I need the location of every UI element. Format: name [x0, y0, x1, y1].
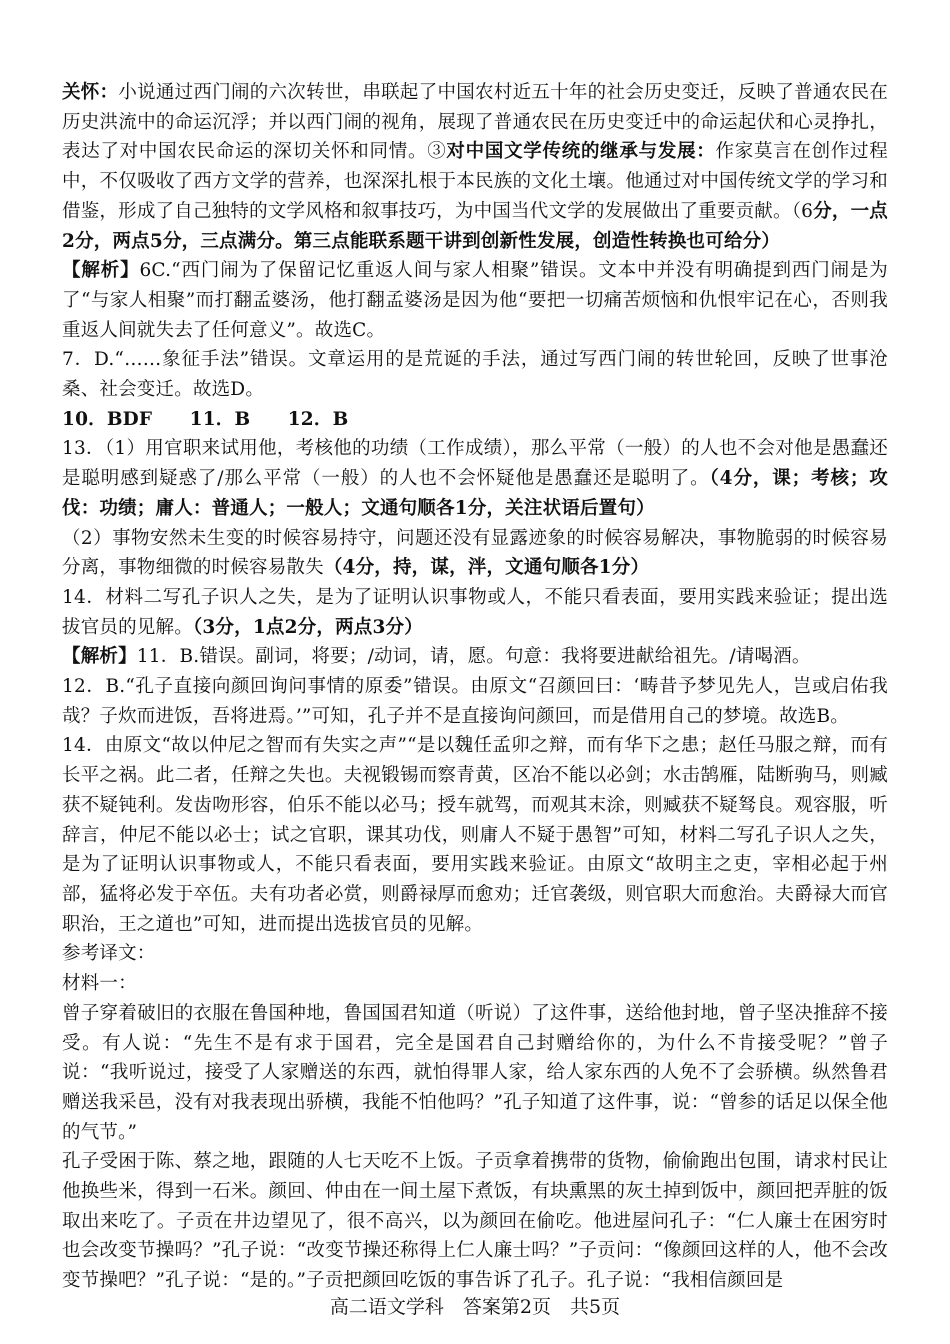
answer-content [62, 78, 888, 1296]
paragraph [62, 434, 888, 523]
paragraph [62, 642, 888, 672]
paragraph [62, 583, 888, 642]
text-run: 参考译文： [62, 943, 156, 965]
paragraph [62, 78, 888, 256]
page-footer: 高二语文学科 答案第2页 共5页 [329, 1296, 621, 1318]
paragraph [62, 969, 888, 999]
paragraph [62, 731, 888, 939]
paragraph [62, 345, 888, 404]
paragraph [62, 939, 888, 969]
bold-text: （3分，1点2分，两点3分） [192, 616, 423, 638]
text-run: 材料一： [62, 973, 137, 995]
text-run: 孔子受困于陈、蔡之地，跟随的人七天吃不上饭。子贡拿着携带的货物，偷偷跑出包围，请求村民让他换些米，得到一石米。颜回、仲由在一间土屋下煮饭，有块熏黑的灰土掉到饭中，颜回把弄脏的饭取出来吃了。子贡在井边望见了，很不高兴，以为颜回在偷吃。他进屋问孔子：“仁人廉士在困穷时也会改变节操吗？”孔子说：“改变节操还称得上仁人廉士吗？”子贡问：“像颜回这样的人，他不会改变节操吧？”孔子说：“是的。”子贡把颜回吃饭的事告诉了孔子。孔子说：“我相信颜回是 [62, 1151, 888, 1292]
bold-text: 【解析】 [62, 260, 140, 282]
text-run: 小说通过西门闹的六次转世，串联起了中国农村近五十年的社会历史变迁，反映了普通农民在历史洪流中的命运沉浮；并以西门闹的视角，展现了普通农民在历史变迁中的命运起伏和心灵挣扎，表达了对中国农民命运的深切关怀和同情。③ [62, 82, 888, 163]
text-run: 13．（1）用官职来试用他，考核他的功绩（工作成绩），那么平常（一般）的人也不会对他是愚蠢还是聪明感到疑惑了/那么平常（一般）的人也不会怀疑他是愚蠢还是聪明了。 [62, 438, 888, 490]
bold-text: （4分，持，谋，泮，文通句顺各1分） [323, 557, 650, 579]
bold-text: 关怀： [62, 82, 119, 103]
text-run: 11．B.错误。副词，将要；/动词，请，愿。句意：我将要进献给祖先。/请喝酒。 [136, 646, 811, 668]
text-run: 7．D.“……象征手法”错误。文章运用的是荒诞的手法，通过写西门闹的转世轮回，反映了世事沧桑、社会变迁。故选D。 [62, 349, 888, 401]
text-run: 曾子穿着破旧的衣服在鲁国种地，鲁国国君知道（听说）了这件事，送给他封地，曾子坚决推辞不接受。有人说：“先生不是有求于国君，完全是国君自己封赠给你的，为什么不肯接受呢？”曾子说：“我听说过，接受了人家赠送的东西，就怕得罪人家，给人家东西的人免不了会骄横。纵然鲁君赠送我采邑，没有对我表现出骄横，我能不怕他吗？”孔子知道了这件事，说：“曾参的话足以保全他的气节。” [62, 1002, 888, 1143]
bold-text: 10．BDF 11．B 12．B [62, 408, 349, 430]
paragraph [62, 524, 888, 583]
paragraph [62, 405, 888, 435]
text-run: （2）事物安然未生变的时候容易持守，问题还没有显露迹象的时候容易解决，事物脆弱的时候容易分离，事物细微的时候容易散失 [62, 527, 888, 579]
text-run: 12．B.“孔子直接向颜回询问事情的原委”错误。由原文“召颜回曰：‘畴昔予梦见先人，岂或启佑我哉？子炊而进饭，吾将进焉。’”可知，孔子并不是直接询问颜回，而是借用自己的梦境。故选B。 [62, 676, 888, 727]
text-run: 14．材料二写孔子识人之失，是为了证明认识事物或人，不能只看表面，要用实践来验证；提出选拔官员的见解。 [62, 586, 888, 638]
bold-text: 【解析】 [62, 646, 137, 668]
bold-text: （4分，课；考核；攻伐：功绩；庸人：普通人；一般人；文通句顺各1分，关注状语后置句） [62, 468, 889, 519]
text-run: 6C.“西门闹为了保留记忆重返人间与家人相聚”错误。文本中并没有明确提到西门闹是为了“与家人相聚”而打翻孟婆汤，他打翻孟婆汤是因为他“要把一切痛苦烦恼和仇恨牢记在心，否则我重返人间就失去了任何意义”。故选C。 [62, 260, 888, 341]
paragraph [62, 672, 888, 731]
paragraph [62, 1147, 888, 1296]
bold-text: 对中国文学传统的继承与发展： [446, 141, 716, 163]
text-run: 14．由原文“故以仲尼之智而有失实之声”“是以魏任孟卯之辩，而有华下之患；赵任马服之辩，而有长平之祸。此二者，任辩之失也。夫视锻锡而察青黄，区冶不能以必剑；水击鹄雁，陆断驹马，则臧获不疑钝利。发齿吻形容，伯乐不能以必马；授车就驾，而观其末涂，则臧获不疑驽良。观容服，听辞言，仲尼不能以必士；试之官职，课其功伐，则庸人不疑于愚智”可知，材料二写孔子识人之失，是为了证明认识事物或人，不能只看表面，要用实践来验证。由原文“故明主之吏，宰相必起于州部，猛将必发于卒伍。夫有功者必赏，则爵禄厚而愈劝；迁官袭级，则官职大而愈治。夫爵禄大而官职治，王之道也”可知，进而提出选拔官员的见解。 [62, 735, 888, 935]
paragraph [62, 999, 888, 1148]
bold-text: 分，一点2分，两点5分，三点满分。第三点能联系题干讲到创新性发展，创造性转换也可给分） [62, 200, 888, 252]
paragraph [62, 256, 888, 345]
text-run: 作家莫言在创作过程中，不仅吸收了西方文学的营养，也深深扎根于本民族的文化土壤。他通过对中国传统文学的学习和借鉴，形成了自己独特的文学风格和叙事技巧，为中国当代文学的发展做出了重要贡献。（6 [62, 141, 888, 222]
